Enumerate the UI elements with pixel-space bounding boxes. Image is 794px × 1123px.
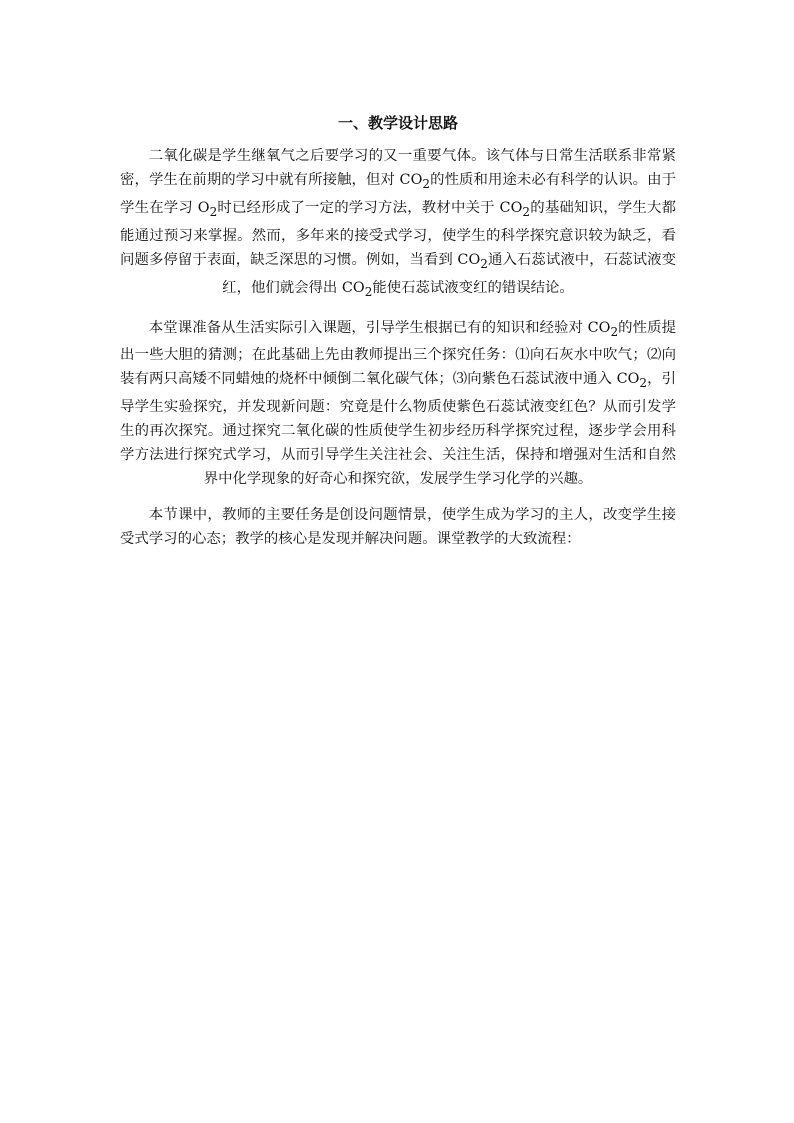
text-run: 本堂课准备从生活实际引入课题，引导学生根据已有的知识和经验对 CO <box>148 319 611 336</box>
subscript: 2 <box>610 324 619 339</box>
text-run: 时已经形成了一定的学习方法，教材中关于 CO <box>217 199 523 216</box>
subscript: 2 <box>364 284 373 299</box>
text-run: ，引导学生实验探究，并发现新问题：究竟是什么物质使紫色石蕊试液变红色？从而引发学生的再次探究。通过探究二氧化碳的性质使学生初步经历科学探究过程，逐步学会用科学方法进行探究式学习，从而引导学生关注社会、关注生活，保持和增强对生活和自然界中化学现象的好奇心和探究欲，发展学生学习化学的兴趣。 <box>120 371 676 488</box>
document-body <box>120 144 676 551</box>
text-run: 本节课中，教师的主要任务是创设问题情景，使学生成为学习的主人，改变学生接受式学习的心态；教学的核心是发现并解决问题。课堂教学的大致流程： <box>120 507 676 548</box>
text-run: 二氧化碳是学生继氧气之后要学习的又一重要气体。该气体与日常生活联系非常紧密，学生在前期的学习中就有所接触，但对 CO <box>120 148 676 188</box>
paragraph-2 <box>120 316 676 492</box>
document-page <box>120 108 676 563</box>
subscript: 2 <box>480 256 488 271</box>
subscript: 2 <box>522 204 531 219</box>
text-run: 的性质和用途未必有科学的认识。由于学生在学习 O <box>120 172 676 216</box>
paragraph-1 <box>120 144 676 304</box>
subscript: 2 <box>209 204 218 219</box>
subscript: 2 <box>422 176 431 191</box>
text-run: 的基础知识，学生大都能通过预习来掌握。然而，多年来的接受式学习，使学生的科学探究意识较为缺乏，看问题多停留于表面，缺乏深思的习惯。例如，当看到 CO <box>120 199 676 268</box>
text-run: 能使石蕊试液变红的错误结论。 <box>372 279 574 296</box>
text-run: 通入石蕊试液中，石蕊试液变红，他们就会得出 CO <box>222 251 676 296</box>
text-run: 的性质提出一些大胆的猜测；在此基础上先由教师提出三个探究任务：⑴向石灰水中吹气；⑵向装有两只高矮不同蜡烛的烧杯中倾倒二氧化碳气体；⑶向紫色石蕊试液中通入 CO <box>120 319 676 388</box>
paragraph-3 <box>120 503 676 551</box>
section-heading: 一、教学设计思路 <box>337 114 458 132</box>
subscript: 2 <box>639 376 648 391</box>
